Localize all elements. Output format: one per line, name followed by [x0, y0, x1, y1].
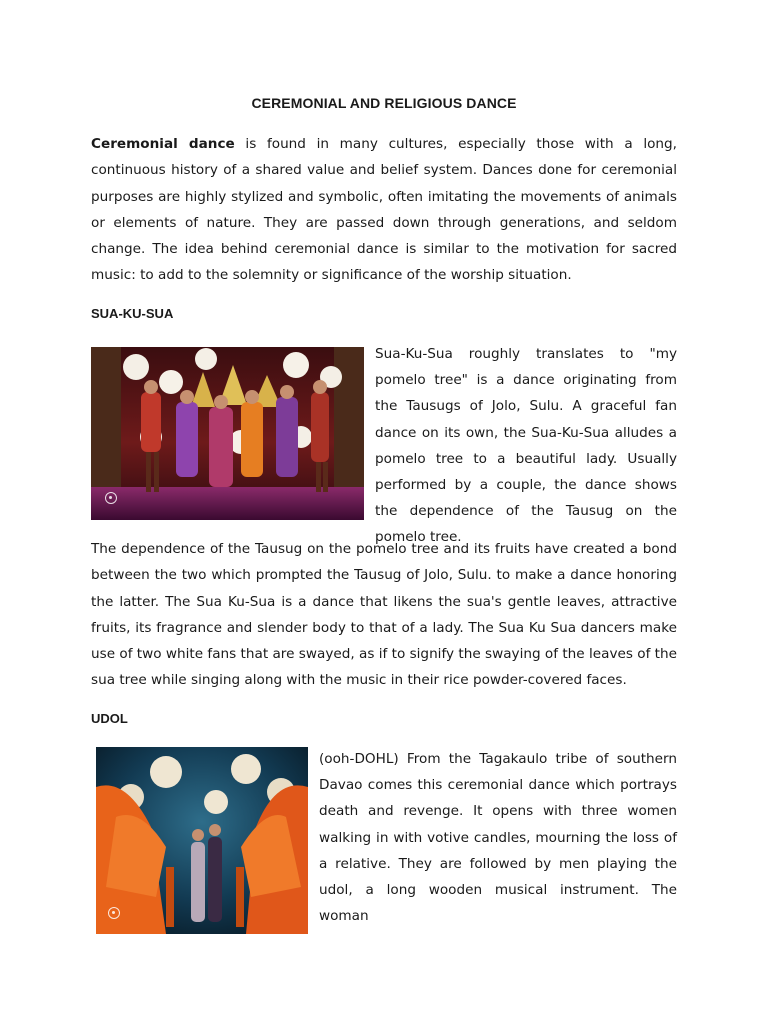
udol-illustration — [96, 747, 308, 934]
udol-side-text: (ooh-DOHL) From the Tagakaulo tribe of southern Davao comes this ceremonial dance which portrays death and revenge. It opens with three women walking in with votive candles, mourning the loss of a relative. They are followed by men playing the udol, a long wooden musical instrument. The woman — [319, 751, 677, 925]
sua-ku-sua-photo — [91, 347, 364, 520]
udol-photo — [96, 747, 308, 934]
camera-icon — [108, 907, 120, 919]
intro-bold-term: Ceremonial dance — [91, 136, 235, 152]
sua-ku-sua-side-text: Sua-Ku-Sua roughly translates to "my pomelo tree" is a dance originating from the Tausugs of Jolo, Sulu. A graceful fan dance on its own, the Sua-Ku-Sua alludes a pomelo tree to a beautiful lady. Usually performed by a couple, the dance shows the dependence of the Tausug on the pomelo tree. — [375, 346, 677, 546]
sua-ku-sua-illustration — [91, 347, 364, 520]
section-heading-udol: UDOL — [91, 711, 128, 726]
intro-paragraph — [91, 131, 677, 289]
page-title: CEREMONIAL AND RELIGIOUS DANCE — [251, 95, 517, 111]
section-heading-sua-ku-sua: SUA-KU-SUA — [91, 306, 174, 321]
camera-icon — [105, 492, 117, 504]
intro-text: is found in many cultures, especially those with a long, continuous history of a shared value and belief system. Dances done for ceremonial purposes are highly stylized and symbolic, often imitating the movements of animals or elements of nature. They are passed down through generations, and seldom change. The idea behind ceremonial dance is similar to the motivation for sacred music: to add to the solemnity or significance of the worship situation. — [91, 136, 677, 284]
sua-ku-sua-body: The dependence of the Tausug on the pomelo tree and its fruits have created a bond between the two which prompted the Tausug of Jolo, Sulu. to make a dance honoring the latter. The Sua Ku-Sua is a dance that likens the sua's gentle leaves, attractive fruits, its fragrance and slender body to that of a lady. The Sua Ku Sua dancers make use of two white fans that are swayed, as if to signify the swaying of the leaves of the sua tree while singing along with the music in their rice powder-covered faces. — [91, 541, 677, 689]
